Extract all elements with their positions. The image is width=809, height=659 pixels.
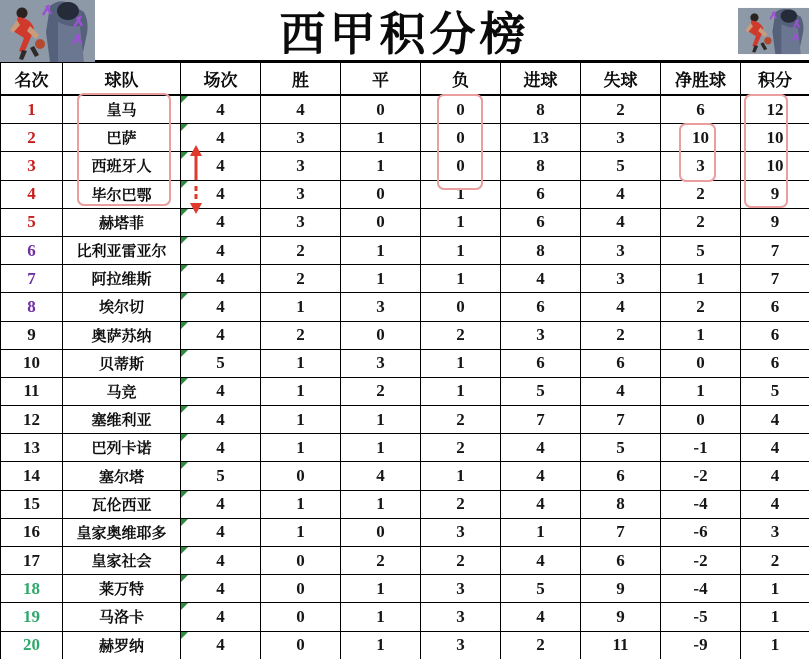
column-header-won: 胜	[261, 63, 341, 96]
goal-diff-cell: 0	[661, 406, 741, 434]
points-cell: 2	[741, 547, 809, 575]
goal-diff-cell: 1	[661, 321, 741, 349]
goals-for-cell: 4	[501, 462, 581, 490]
played-cell: 4	[181, 490, 261, 518]
won-cell: 4	[261, 95, 341, 124]
decorative-basketball-image-right	[738, 0, 809, 62]
lost-cell: 2	[421, 547, 501, 575]
played-cell: 4	[181, 434, 261, 462]
points-cell: 6	[741, 349, 809, 377]
table-row-rank-8	[1, 293, 809, 321]
drawn-cell: 1	[341, 603, 421, 631]
points-cell: 4	[741, 462, 809, 490]
table-row-rank-19	[1, 603, 809, 631]
goals-for-cell: 5	[501, 377, 581, 405]
team-cell: 巴列卡诺	[63, 434, 181, 462]
lost-cell: 1	[421, 236, 501, 264]
goal-diff-cell: 3	[661, 152, 741, 180]
played-cell: 4	[181, 180, 261, 208]
goals-against-cell: 4	[581, 377, 661, 405]
points-cell: 6	[741, 321, 809, 349]
goals-for-cell: 5	[501, 575, 581, 603]
drawn-cell: 4	[341, 462, 421, 490]
team-cell: 马竞	[63, 377, 181, 405]
played-cell: 4	[181, 95, 261, 124]
team-cell: 马洛卡	[63, 603, 181, 631]
goals-for-cell: 8	[501, 152, 581, 180]
points-cell: 7	[741, 236, 809, 264]
rank-cell: 15	[1, 490, 63, 518]
goal-diff-cell: 1	[661, 377, 741, 405]
rank-cell: 17	[1, 547, 63, 575]
played-cell: 4	[181, 631, 261, 659]
won-cell: 0	[261, 603, 341, 631]
points-cell: 1	[741, 631, 809, 659]
rank-cell: 6	[1, 236, 63, 264]
won-cell: 3	[261, 180, 341, 208]
drawn-cell: 0	[341, 95, 421, 124]
drawn-cell: 1	[341, 152, 421, 180]
rank-cell: 5	[1, 208, 63, 236]
played-cell: 4	[181, 236, 261, 264]
played-cell: 4	[181, 208, 261, 236]
column-header-lost: 负	[421, 63, 501, 96]
drawn-cell: 0	[341, 518, 421, 546]
table-row-rank-7	[1, 265, 809, 293]
won-cell: 3	[261, 152, 341, 180]
played-cell: 4	[181, 377, 261, 405]
goals-against-cell: 5	[581, 434, 661, 462]
table-row-rank-2	[1, 124, 809, 152]
won-cell: 1	[261, 377, 341, 405]
team-cell: 毕尔巴鄂	[63, 180, 181, 208]
goal-diff-cell: -4	[661, 575, 741, 603]
played-cell: 5	[181, 462, 261, 490]
goals-against-cell: 4	[581, 180, 661, 208]
goals-for-cell: 13	[501, 124, 581, 152]
drawn-cell: 1	[341, 490, 421, 518]
won-cell: 0	[261, 631, 341, 659]
lost-cell: 3	[421, 631, 501, 659]
goal-diff-cell: 5	[661, 236, 741, 264]
goals-for-cell: 6	[501, 293, 581, 321]
played-cell: 4	[181, 575, 261, 603]
goals-against-cell: 11	[581, 631, 661, 659]
played-cell: 4	[181, 547, 261, 575]
column-header-team: 球队	[63, 63, 181, 96]
drawn-cell: 1	[341, 124, 421, 152]
table-row-rank-15	[1, 490, 809, 518]
goals-for-cell: 4	[501, 547, 581, 575]
lost-cell: 1	[421, 180, 501, 208]
played-cell: 4	[181, 518, 261, 546]
goals-against-cell: 6	[581, 349, 661, 377]
points-cell: 4	[741, 406, 809, 434]
lost-cell: 1	[421, 377, 501, 405]
lost-cell: 0	[421, 293, 501, 321]
goals-against-cell: 6	[581, 462, 661, 490]
table-row-rank-1	[1, 95, 809, 124]
goals-against-cell: 6	[581, 547, 661, 575]
goals-for-cell: 3	[501, 321, 581, 349]
team-cell: 巴萨	[63, 124, 181, 152]
goals-against-cell: 9	[581, 603, 661, 631]
goals-against-cell: 7	[581, 406, 661, 434]
points-cell: 3	[741, 518, 809, 546]
rank-cell: 1	[1, 95, 63, 124]
column-header-drawn: 平	[341, 63, 421, 96]
won-cell: 1	[261, 518, 341, 546]
goals-against-cell: 4	[581, 208, 661, 236]
team-cell: 赫罗纳	[63, 631, 181, 659]
team-cell: 皇家社会	[63, 547, 181, 575]
page-title: 西甲积分榜	[279, 9, 530, 60]
rank-cell: 13	[1, 434, 63, 462]
goal-diff-cell: -2	[661, 547, 741, 575]
table-row-rank-9	[1, 321, 809, 349]
points-cell: 4	[741, 490, 809, 518]
goals-for-cell: 1	[501, 518, 581, 546]
lost-cell: 1	[421, 349, 501, 377]
column-header-played: 场次	[181, 63, 261, 96]
rank-cell: 12	[1, 406, 63, 434]
played-cell: 4	[181, 406, 261, 434]
goal-diff-cell: 2	[661, 293, 741, 321]
team-cell: 贝蒂斯	[63, 349, 181, 377]
won-cell: 1	[261, 406, 341, 434]
goal-diff-cell: 6	[661, 95, 741, 124]
team-cell: 塞尔塔	[63, 462, 181, 490]
rank-cell: 11	[1, 377, 63, 405]
team-cell: 奥萨苏纳	[63, 321, 181, 349]
header-row	[1, 63, 809, 96]
goals-against-cell: 2	[581, 95, 661, 124]
team-cell: 比利亚雷亚尔	[63, 236, 181, 264]
drawn-cell: 2	[341, 547, 421, 575]
goal-diff-cell: 2	[661, 208, 741, 236]
played-cell: 4	[181, 124, 261, 152]
goals-for-cell: 6	[501, 349, 581, 377]
lost-cell: 3	[421, 603, 501, 631]
rank-cell: 2	[1, 124, 63, 152]
goals-against-cell: 3	[581, 124, 661, 152]
won-cell: 0	[261, 462, 341, 490]
column-header-goal-diff: 净胜球	[661, 63, 741, 96]
won-cell: 2	[261, 321, 341, 349]
won-cell: 2	[261, 265, 341, 293]
team-cell: 莱万特	[63, 575, 181, 603]
lost-cell: 2	[421, 490, 501, 518]
won-cell: 1	[261, 434, 341, 462]
won-cell: 1	[261, 349, 341, 377]
team-cell: 西班牙人	[63, 152, 181, 180]
lost-cell: 2	[421, 434, 501, 462]
table-row-rank-5	[1, 208, 809, 236]
goals-for-cell: 7	[501, 406, 581, 434]
played-cell: 4	[181, 293, 261, 321]
rank-cell: 9	[1, 321, 63, 349]
team-cell: 赫塔菲	[63, 208, 181, 236]
column-header-rank: 名次	[1, 63, 63, 96]
won-cell: 0	[261, 547, 341, 575]
goal-diff-cell: 0	[661, 349, 741, 377]
standings-table	[0, 62, 809, 659]
points-cell: 5	[741, 377, 809, 405]
drawn-cell: 0	[341, 321, 421, 349]
points-cell: 12	[741, 95, 809, 124]
drawn-cell: 1	[341, 575, 421, 603]
points-cell: 9	[741, 208, 809, 236]
rank-cell: 7	[1, 265, 63, 293]
goals-for-cell: 6	[501, 180, 581, 208]
won-cell: 3	[261, 208, 341, 236]
title-band	[0, 0, 809, 62]
goals-for-cell: 8	[501, 236, 581, 264]
drawn-cell: 1	[341, 631, 421, 659]
lost-cell: 1	[421, 208, 501, 236]
drawn-cell: 1	[341, 236, 421, 264]
won-cell: 1	[261, 293, 341, 321]
team-cell: 埃尔切	[63, 293, 181, 321]
table-row-rank-14	[1, 462, 809, 490]
team-cell: 塞维利亚	[63, 406, 181, 434]
played-cell: 4	[181, 265, 261, 293]
goal-diff-cell: -9	[661, 631, 741, 659]
rank-cell: 3	[1, 152, 63, 180]
goals-for-cell: 4	[501, 265, 581, 293]
points-cell: 9	[741, 180, 809, 208]
lost-cell: 0	[421, 152, 501, 180]
points-cell: 6	[741, 293, 809, 321]
rank-cell: 4	[1, 180, 63, 208]
drawn-cell: 0	[341, 208, 421, 236]
lost-cell: 0	[421, 95, 501, 124]
goals-against-cell: 9	[581, 575, 661, 603]
goals-against-cell: 3	[581, 265, 661, 293]
goals-for-cell: 6	[501, 208, 581, 236]
table-row-rank-13	[1, 434, 809, 462]
points-cell: 7	[741, 265, 809, 293]
team-cell: 皇马	[63, 95, 181, 124]
column-header-goals-for: 进球	[501, 63, 581, 96]
lost-cell: 2	[421, 406, 501, 434]
drawn-cell: 2	[341, 377, 421, 405]
played-cell: 5	[181, 349, 261, 377]
lost-cell: 3	[421, 575, 501, 603]
played-cell: 4	[181, 321, 261, 349]
goal-diff-cell: -4	[661, 490, 741, 518]
table-row-rank-12	[1, 406, 809, 434]
points-cell: 10	[741, 124, 809, 152]
rank-cell: 20	[1, 631, 63, 659]
column-header-points: 积分	[741, 63, 809, 96]
points-cell: 10	[741, 152, 809, 180]
points-cell: 4	[741, 434, 809, 462]
rank-cell: 8	[1, 293, 63, 321]
goal-diff-cell: -5	[661, 603, 741, 631]
played-cell: 4	[181, 603, 261, 631]
goals-for-cell: 2	[501, 631, 581, 659]
table-row-rank-3	[1, 152, 809, 180]
goals-against-cell: 7	[581, 518, 661, 546]
goals-against-cell: 3	[581, 236, 661, 264]
table-row-rank-20	[1, 631, 809, 659]
drawn-cell: 1	[341, 265, 421, 293]
goal-diff-cell: 2	[661, 180, 741, 208]
table-row-rank-18	[1, 575, 809, 603]
points-cell: 1	[741, 603, 809, 631]
goals-for-cell: 8	[501, 95, 581, 124]
table-row-rank-16	[1, 518, 809, 546]
column-header-goals-against: 失球	[581, 63, 661, 96]
table-row-rank-4	[1, 180, 809, 208]
rank-cell: 18	[1, 575, 63, 603]
lost-cell: 1	[421, 462, 501, 490]
goals-against-cell: 5	[581, 152, 661, 180]
goals-against-cell: 2	[581, 321, 661, 349]
rank-cell: 19	[1, 603, 63, 631]
lost-cell: 1	[421, 265, 501, 293]
points-cell: 1	[741, 575, 809, 603]
rank-cell: 10	[1, 349, 63, 377]
table-row-rank-10	[1, 349, 809, 377]
lost-cell: 3	[421, 518, 501, 546]
drawn-cell: 0	[341, 180, 421, 208]
table-row-rank-6	[1, 236, 809, 264]
goals-for-cell: 4	[501, 490, 581, 518]
team-cell: 阿拉维斯	[63, 265, 181, 293]
drawn-cell: 3	[341, 349, 421, 377]
team-cell: 皇家奥维耶多	[63, 518, 181, 546]
played-cell: 4	[181, 152, 261, 180]
won-cell: 2	[261, 236, 341, 264]
rank-cell: 16	[1, 518, 63, 546]
goals-for-cell: 4	[501, 434, 581, 462]
goals-against-cell: 4	[581, 293, 661, 321]
team-cell: 瓦伦西亚	[63, 490, 181, 518]
goals-for-cell: 4	[501, 603, 581, 631]
won-cell: 1	[261, 490, 341, 518]
goal-diff-cell: 1	[661, 265, 741, 293]
goal-diff-cell: -6	[661, 518, 741, 546]
goal-diff-cell: -1	[661, 434, 741, 462]
won-cell: 3	[261, 124, 341, 152]
drawn-cell: 1	[341, 434, 421, 462]
goals-against-cell: 8	[581, 490, 661, 518]
rank-cell: 14	[1, 462, 63, 490]
drawn-cell: 1	[341, 406, 421, 434]
drawn-cell: 3	[341, 293, 421, 321]
goal-diff-cell: 10	[661, 124, 741, 152]
won-cell: 0	[261, 575, 341, 603]
table-row-rank-11	[1, 377, 809, 405]
goal-diff-cell: -2	[661, 462, 741, 490]
table-row-rank-17	[1, 547, 809, 575]
lost-cell: 2	[421, 321, 501, 349]
lost-cell: 0	[421, 124, 501, 152]
